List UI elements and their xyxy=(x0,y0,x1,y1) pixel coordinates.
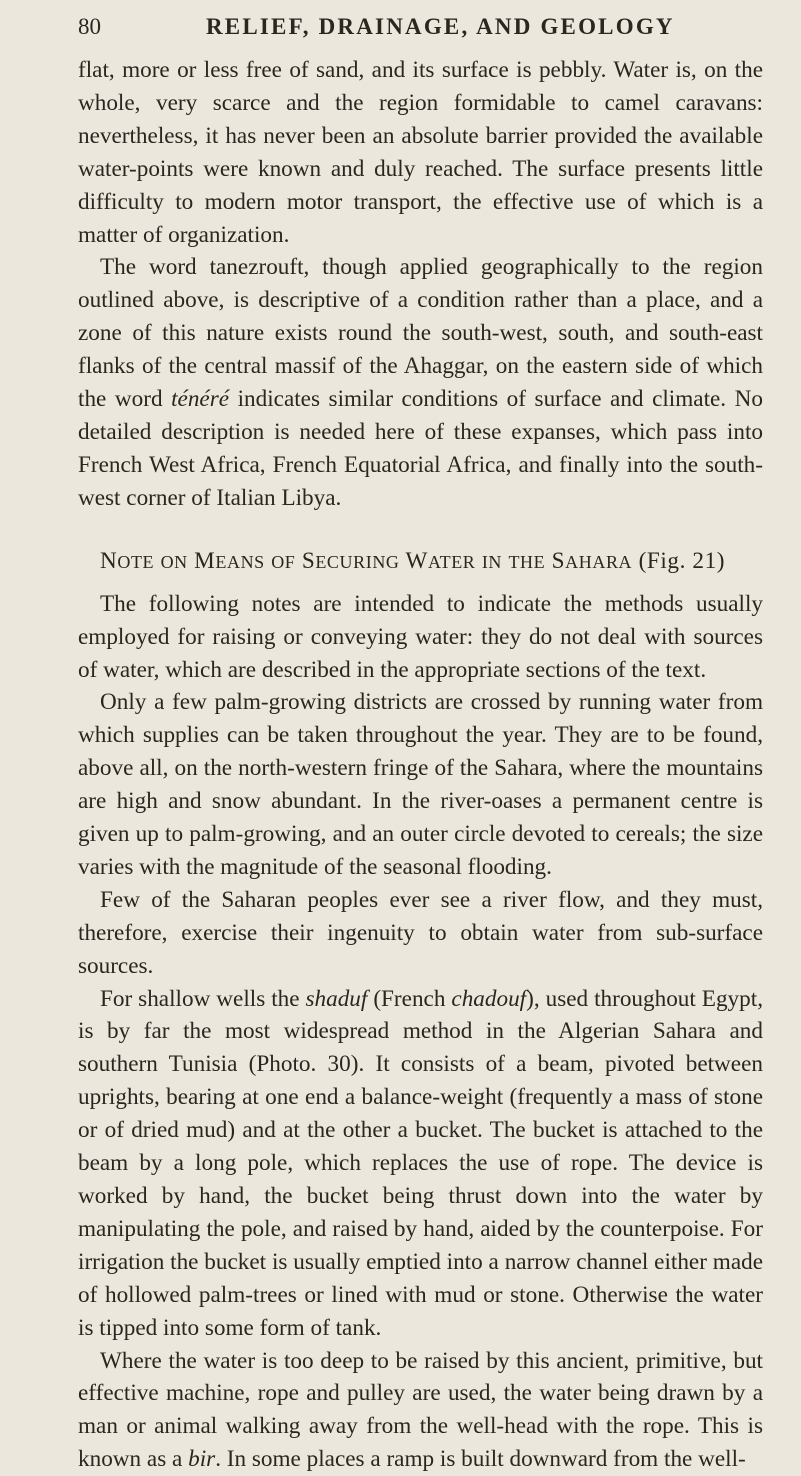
paragraph-shaduf xyxy=(78,983,763,1345)
section-heading xyxy=(100,541,763,582)
heading-cap: W xyxy=(405,547,429,574)
paragraph-saharan-peoples: Few of the Saharan peoples ever see a river flow, and they must, therefore, exercise their ingenuity to obtain water from sub-surface sources. xyxy=(78,886,763,979)
heading-small-caps: ON xyxy=(160,551,188,572)
heading-small-caps: OF xyxy=(271,551,296,572)
italic-term: shaduf xyxy=(305,985,368,1012)
paragraph-running-water: Only a few palm-growing districts are crossed by running water from which supplies can be taken throughout the year. They are to be found, above all, on the north-western fringe of the Sahara, where the mountains are high and snow abundant. In the river-oases a permanent centre is given up to palm-growing, and an outer circle devoted to cereals; the size varies with the magnitude of the seasonal flooding. xyxy=(78,689,763,880)
heading-small-caps: IN xyxy=(481,551,503,572)
heading-small-caps: ATER xyxy=(428,551,476,572)
paragraph-text: The word tanezrouft, though applied geographically to the region outlined above, is descriptive of a condition rather than a place, and a zone of this nature exists round the south-west, south, and south-east flanks of the central massif of the Ahaggar, on the eastern side of which the word xyxy=(78,254,763,413)
italic-term: bir xyxy=(188,1446,216,1473)
paragraph-text: . In some places a ramp is built downward from the well- xyxy=(215,1446,746,1473)
paragraph-continuation: flat, more or less free of sand, and its surface is pebbly. Water is, on the whole, very scarce and the region formidable to camel caravans: nevertheless, it has never been an absolute barrier provided the available water-points were known and duly reached. The surface presents little difficulty to modern motor transport, the effective use of which is a matter of organization. xyxy=(78,57,763,248)
italic-term: ténéré xyxy=(171,386,230,413)
paragraph-text: ), used throughout Egypt, is by far the most widespread method in the Algerian Sahara and southern Tunisia (Photo. 30). It consists of a beam, pivoted between uprights, bearing at one end a balance-weight (frequently a mass of stone or of dried mud) and at the other a bucket. The bucket is attached to the beam by a long pole, which replaces the use of rope. The device is worked by hand, the bucket being thrust down into the water by manipulating the pole, and raised by hand, aided by the counterpoise. For irrigation the bucket is usually emptied into a narrow channel either made of hollowed palm-trees or lined with mud or stone. Otherwise the water is tipped into some form of tank. xyxy=(78,985,763,1341)
running-head xyxy=(78,14,763,54)
page-number: 80 xyxy=(78,14,101,39)
paragraph-text: (French xyxy=(367,985,452,1012)
running-title: RELIEF, DRAINAGE, AND GEOLOGY xyxy=(206,14,675,39)
heading-cap: S xyxy=(301,547,316,574)
paragraph-tanezrouft xyxy=(78,251,763,514)
paragraph-intro-notes: The following notes are intended to indicate the methods usually employed for raising or conveying water: they do not deal with sources of water, which are described in the appropriate sections of the text. xyxy=(78,590,763,683)
heading-small-caps: EANS xyxy=(215,551,265,572)
paragraph-text: Where the water is too deep to be raised by this ancient, primitive, but effective machine, rope and pulley are used, the water being drawn by a man or animal walking away from the well-head with the rope. This is known as a xyxy=(78,1347,763,1473)
italic-term: chadouf xyxy=(451,985,527,1012)
figure-reference: (Fig. 21) xyxy=(638,547,726,574)
heading-small-caps: THE xyxy=(508,551,546,572)
paragraph-bir xyxy=(78,1345,763,1476)
heading-cap: S xyxy=(551,547,566,574)
heading-small-caps: ECURING xyxy=(315,551,400,572)
heading-small-caps: AHARA xyxy=(565,551,633,572)
paragraph-text: indicates similar conditions of surface and climate. No detailed description is needed here of these expanses, which pass into French West Africa, French Equatorial Africa, and finally into the south-west corner of Italian Libya. xyxy=(78,386,763,511)
heading-cap: N xyxy=(100,547,118,574)
heading-cap: M xyxy=(194,547,216,574)
heading-small-caps: OTE xyxy=(117,551,155,572)
paragraph-text: For shallow wells the xyxy=(100,985,306,1012)
